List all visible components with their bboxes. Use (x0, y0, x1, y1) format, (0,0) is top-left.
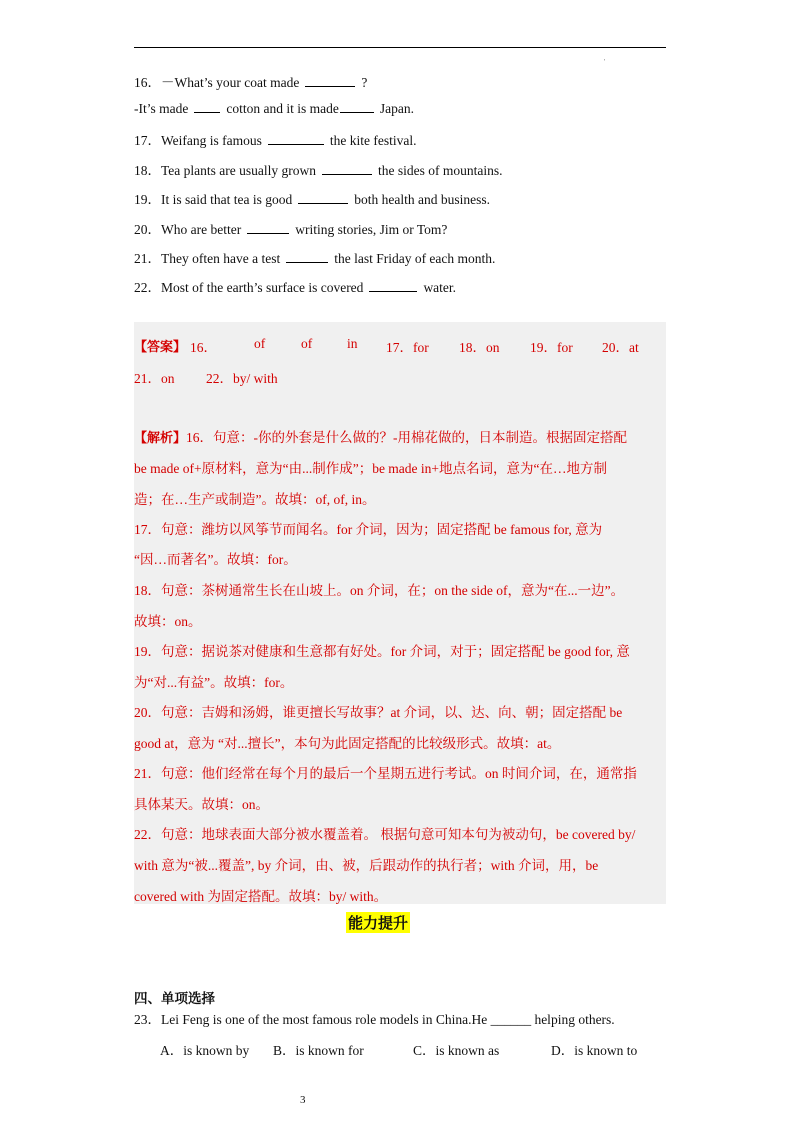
explanation-line: 造；在…生产或制造”。故填：of, of, in。 (134, 492, 376, 507)
answer-blank[interactable] (247, 221, 289, 234)
question-text: 20．Who are better (134, 222, 242, 237)
question-18 (134, 159, 503, 179)
question-text: 18．Tea plants are usually grown (134, 163, 317, 178)
explanation-line: 21．句意：他们经常在每个月的最后一个星期五进行考试。on 时间介词，在，通常指 (134, 766, 637, 781)
explanation-line: good at，意为 “对...擅长”，本句为此固定搭配的比较级形式。故填：at。 (134, 736, 561, 751)
question-text: Japan. (379, 101, 414, 116)
explanation-line: 为“对...有益”。故填：for。 (134, 675, 294, 690)
header-rule (134, 47, 666, 48)
explanation-line: 19．句意：据说茶对健康和生意都有好处。for 介词，对于；固定搭配 be good for, 意 (134, 644, 630, 659)
mcq-option-d[interactable]: D．is known to (551, 1043, 638, 1058)
question-text: 22．Most of the earth’s surface is covered (134, 280, 364, 295)
answer-blank[interactable] (340, 100, 374, 113)
question-text: 16．－What’s your coat made (134, 75, 300, 90)
mcq-option-c[interactable]: C．is known as (413, 1043, 500, 1058)
answer-item: 22．by/ with (206, 371, 278, 386)
question-17 (134, 129, 417, 149)
explanation-line (134, 426, 666, 446)
explanation-tag: 【解析】 (134, 431, 187, 446)
mcq-stem: 23．Lei Feng is one of the most famous role models in China.He ______ helping others. (134, 1012, 615, 1027)
question-text: water. (423, 280, 457, 295)
question-text: -It’s made (134, 101, 189, 116)
answer-item: 19．for (530, 340, 573, 355)
answer-blank[interactable] (369, 279, 417, 292)
question-text: the last Friday of each month. (334, 251, 496, 266)
question-text: cotton and it is made (226, 101, 339, 116)
mcq-option-a[interactable]: A．is known by (160, 1043, 250, 1058)
question-text: the kite festival. (329, 133, 417, 148)
explanation-line: covered with 为固定搭配。故填：by/ with。 (134, 889, 388, 904)
explanation-line: with 意为“被...覆盖”, by 介词，由、被，后跟动作的执行者；with 介词，用，be (134, 858, 599, 873)
answer-item: 17．for (386, 340, 429, 355)
explanation-line: 18．句意：茶树通常生长在山坡上。on 介词，在；on the side of，意为“在...一边”。 (134, 583, 625, 598)
explanation-line: 具体某天。故填：on。 (134, 797, 269, 812)
answer-blank[interactable] (305, 74, 355, 87)
mcq-option-b[interactable]: B．is known for (273, 1043, 364, 1058)
explanation-line: 22．句意：地球表面大部分被水覆盖着。 根据句意可知本句为被动句，be covered by/ (134, 827, 636, 842)
answer-item: 21．on (134, 371, 175, 386)
question-text: the sides of mountains. (378, 163, 503, 178)
answer-item: in (347, 336, 358, 351)
explanation-line: 17．句意：潍坊以风筝节而闻名。for 介词，因为；固定搭配 be famous for, 意为 (134, 522, 603, 537)
explanation-line: 故填：on。 (134, 614, 202, 629)
header-mark: ' (604, 58, 606, 66)
section-banner: 能力提升 (348, 914, 409, 932)
question-16-reply (134, 100, 414, 117)
question-21 (134, 247, 495, 267)
answer-blank[interactable] (194, 100, 220, 113)
answer-tag: 【答案】 (134, 340, 187, 355)
question-text: 19．It is said that tea is good (134, 192, 293, 207)
question-22 (134, 276, 456, 296)
answer-blank[interactable] (268, 132, 324, 145)
answer-blank[interactable] (298, 191, 348, 204)
question-text: writing stories, Jim or Tom? (295, 222, 448, 237)
answer-item: of (301, 336, 313, 351)
answer-item: 20．at (602, 340, 639, 355)
explanation-text: 16．句意：-你的外套是什么做的？-用棉花做的，日本制造。根据固定搭配 (186, 430, 628, 445)
explanation-line: “因…而著名”。故填：for。 (134, 552, 297, 567)
question-text: ? (361, 75, 368, 90)
answer-item: of (254, 336, 266, 351)
question-16 (134, 71, 367, 91)
explanation-line: be made of+原材料，意为“由...制作成”；be made in+地点名词，意为“在…地方制 (134, 461, 608, 476)
question-19 (134, 188, 490, 208)
question-text: 21．They often have a test (134, 251, 281, 266)
question-text: 17．Weifang is famous (134, 133, 262, 148)
explanation-line: 20．句意：吉姆和汤姆，谁更擅长写故事？at 介词，以、达、向、朝；固定搭配 be (134, 705, 623, 720)
question-20 (134, 218, 447, 238)
page-number: 3 (300, 1094, 306, 1106)
question-text: both health and business. (354, 192, 490, 207)
answer-blank[interactable] (322, 162, 372, 175)
answer-blank[interactable] (286, 250, 328, 263)
answer-item: 18．on (459, 340, 500, 355)
answer-item: 16． (190, 340, 217, 355)
section-heading: 四、单项选择 (134, 991, 215, 1007)
